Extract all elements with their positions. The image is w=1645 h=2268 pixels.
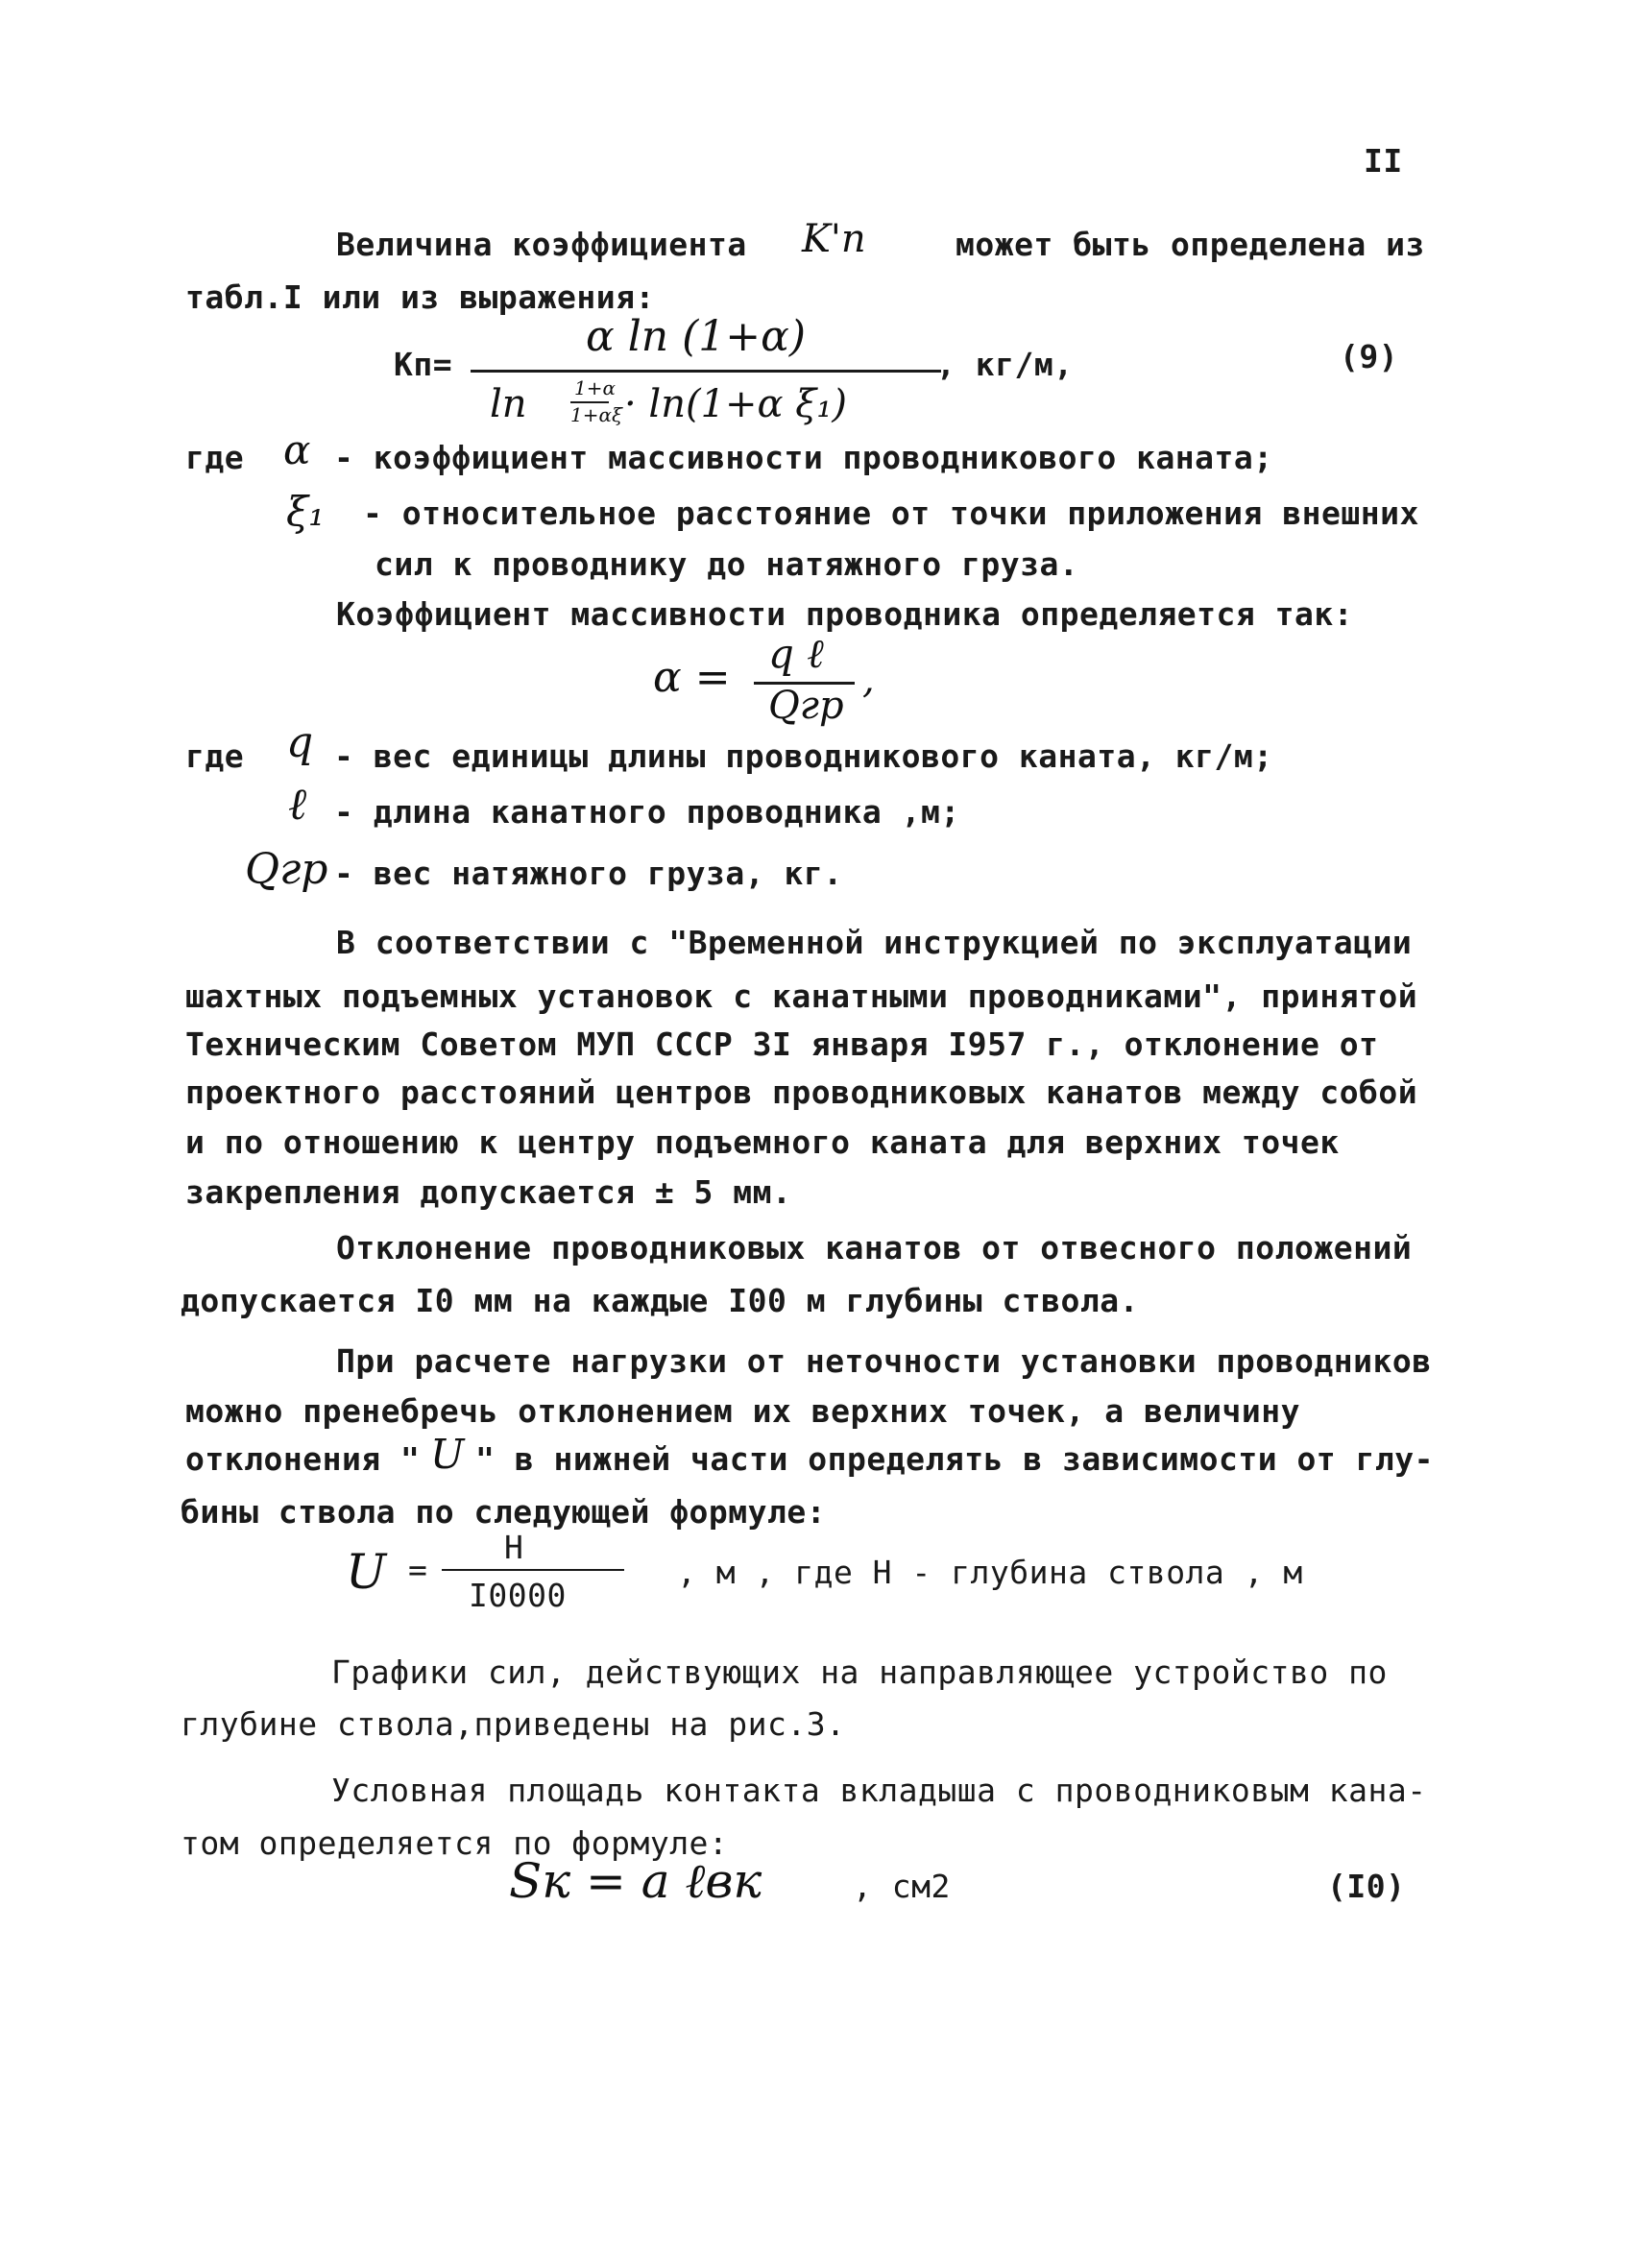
para3-line2: шахтных подъемных установок с канатными проводниками", принятой	[185, 977, 1418, 1015]
formula9-number: (9)	[1340, 338, 1399, 375]
para2: Коэффициент массивности проводника определяется так:	[336, 595, 1354, 633]
formula9-den-frac-num: 1+α	[574, 376, 616, 399]
formula-alpha-tail: ,	[862, 658, 875, 702]
formula9-den-rest: · ln(1+α ξ₁)	[624, 382, 847, 426]
para3-line6: закрепления допускается ± 5 мм.	[185, 1173, 792, 1211]
q-description: - вес единицы длины проводникового каната, кг/м;	[334, 737, 1273, 775]
para5-line3-start: отклонения "	[185, 1440, 421, 1478]
para3-line1: В соответствии с "Временной инструкцией по эксплуатации	[336, 924, 1413, 961]
formula9-den-frac-den: 1+αξ	[570, 403, 623, 426]
formula9-lhs: Kп=	[394, 346, 453, 383]
formula10-lhs: Sк = a ℓвк	[509, 1853, 762, 1909]
para1-line1-end: может быть определена из	[956, 226, 1425, 263]
q-symbol: q	[286, 718, 314, 767]
l-description: - длина канатного проводника ,м;	[334, 793, 960, 831]
xi-description-2: сил к проводнику до натяжного груза.	[375, 545, 1079, 583]
formula-u-fraction-bar	[442, 1569, 624, 1571]
formula10-units: , см2	[853, 1868, 951, 1905]
Q-symbol: Qгр	[245, 845, 328, 894]
formula-alpha-lhs: α =	[653, 653, 731, 702]
alpha-symbol: α	[283, 426, 311, 473]
para5-line1: При расчете нагрузки от неточности установки проводников	[336, 1342, 1432, 1380]
formula-alpha-numerator: q ℓ	[768, 630, 824, 677]
formula-u-numerator: H	[504, 1529, 524, 1566]
alpha-description: - коэффициент массивности проводникового каната;	[334, 439, 1273, 476]
formula9-den-ln: ln	[490, 382, 527, 426]
formula9-numerator: α ln (1+α)	[586, 312, 807, 361]
where1-gde: где	[185, 439, 245, 476]
formula9-units: , кг/м,	[936, 346, 1074, 383]
formula-u-equals: =	[408, 1551, 428, 1588]
formula-u-lhs: U	[346, 1544, 387, 1600]
para5-line3-end: " в нижней части определять в зависимости от глу-	[475, 1440, 1435, 1478]
para7-line1: Условная площадь контакта вкладыша с проводниковым кана-	[331, 1772, 1427, 1809]
para6-line1: Графики сил, действующих на направляющее устройство по	[331, 1653, 1388, 1691]
para3-line5: и по отношению к центру подъемного каната для верхних точек	[185, 1123, 1340, 1161]
para6-line2: глубине ствола,приведены на рис.3.	[181, 1705, 846, 1743]
Q-description: - вес натяжного груза, кг.	[334, 855, 843, 892]
para1-line2: табл.I или из выражения:	[185, 278, 655, 316]
para5-line2: можно пренебречь отклонением их верхних точек, а величину	[185, 1392, 1300, 1430]
para1-line1-start: Величина коэффициента	[336, 226, 747, 263]
where2-gde: где	[185, 737, 245, 775]
kn-symbol: K'n	[802, 217, 866, 261]
xi-symbol: ξ₁	[286, 488, 325, 535]
page-number: II	[1364, 142, 1403, 180]
para4-line2: допускается I0 мм на каждые I00 м глубины ствола.	[181, 1282, 1140, 1319]
para3-line3: Техническим Советом МУП СССР 3I января I957 г., отклонение от	[185, 1025, 1379, 1063]
para4-line1: Отклонение проводниковых канатов от отвесного положений	[336, 1229, 1413, 1267]
para7-line2: том определяется по формуле:	[181, 1824, 729, 1862]
formula-u-denominator: I0000	[469, 1577, 567, 1614]
para5-line4: бины ствола по следующей формуле:	[181, 1493, 827, 1531]
formula10-number: (I0)	[1327, 1868, 1406, 1905]
formula-u-tail: , м , где H - глубина ствола , м	[677, 1554, 1303, 1591]
para3-line4: проектного расстояний центров проводниковых канатов между собой	[185, 1074, 1418, 1111]
l-symbol: ℓ	[288, 778, 307, 830]
formula9-fraction-bar	[471, 370, 941, 373]
formula-alpha-denominator: Qгр	[768, 684, 844, 728]
u-symbol: U	[430, 1431, 465, 1478]
xi-description-1: - относительное расстояние от точки приложения внешних	[363, 495, 1419, 532]
